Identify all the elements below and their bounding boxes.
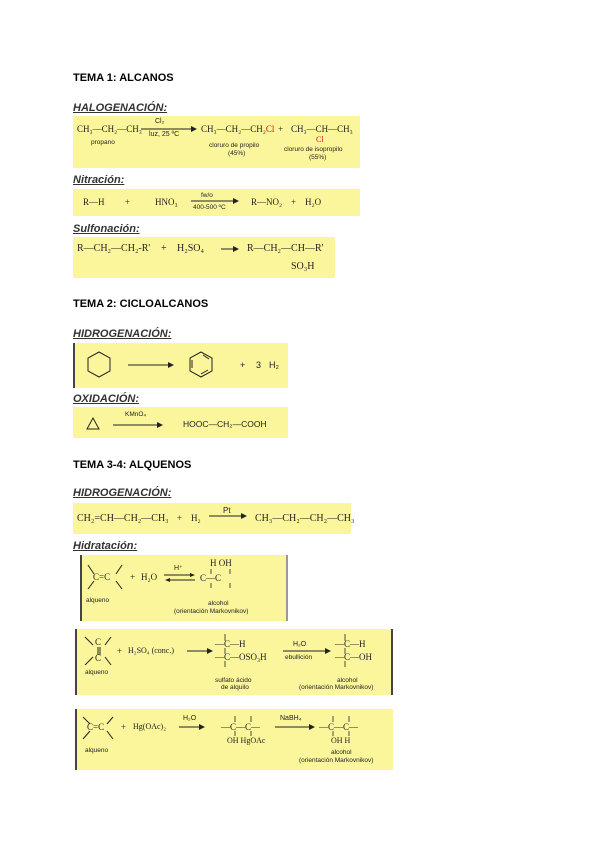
hydration-3-cond1: H₂O (183, 715, 197, 722)
hydration-3-prod-sub: OH H (331, 736, 351, 745)
hydration-2-prod-label2: (orientación Markovnikov) (299, 684, 374, 691)
nitracion-box (73, 189, 360, 216)
isopropyl-chloride-formula: CH₃—CH—CH₃ (291, 124, 353, 134)
butane-formula: CH₃—CH₂—CH₂—CH₃ (255, 513, 355, 524)
hydration-3-cond2: NaBH₄ (280, 715, 302, 722)
isopropyl-chloride-pct: (55%) (309, 154, 327, 161)
nitration-water: H₂O (305, 197, 322, 207)
halogen-conditions: luz, 25 ºC (149, 131, 180, 138)
hydration-3-alkene-label: alqueno (85, 747, 109, 754)
propyl-chloride-chain: CH₃—CH₂—CH₂ (201, 124, 266, 134)
hidrogenacion-cyclo-heading: HIDROGENACIÓN: (73, 328, 172, 340)
hidratacion-heading: Hidratación: (73, 540, 138, 552)
hydration-2-cond-bottom: ebullición (285, 654, 313, 661)
nitration-plus2: + (291, 197, 297, 207)
malonic-acid: HOOC—CH₂—COOH (183, 419, 267, 429)
hydration-2-alkene-c1: C (95, 637, 102, 647)
hydration-3-prod: —C—C— (319, 722, 359, 732)
propyl-chloride-pct: (45%) (228, 150, 246, 157)
propane-name: propano (91, 139, 115, 146)
hydration-3-mid-sub: OH HgOAc (227, 736, 266, 745)
hydration-2-mid-label2: de alquilo (221, 684, 249, 691)
hidrogenacion-alkene-heading: HIDROGENACIÓN: (73, 487, 172, 499)
hydration-3-plus: + (121, 722, 127, 732)
sulfonacion-heading: Sulfonación: (73, 223, 140, 235)
hydration-1-alcohol-label: alcohol (208, 600, 229, 607)
hydration-3-reagent: Hg(OAc)₂ (133, 722, 166, 731)
benzene-ring (190, 352, 212, 377)
hydration-2-prod-top: —C—H (335, 639, 366, 649)
butene-formula: CH₂=CH—CH₂—CH₃ (77, 513, 169, 524)
hydration-2-plus: + (117, 646, 123, 656)
nitration-reactant: R—H (83, 197, 105, 207)
hidrogenacion-cyclo-box (73, 343, 288, 388)
hydrogen-plus: + (240, 360, 246, 370)
isopropyl-chloride-cl: Cl (316, 135, 324, 144)
sulfonation-plus: + (161, 243, 167, 254)
cyclohexane-ring (88, 352, 110, 377)
hydration-1-water: H₂O (141, 572, 158, 582)
hydration-2-mid-top: —C—H (215, 639, 246, 649)
hydration-2-mid-label1: sulfato ácido (215, 677, 252, 684)
nitration-plus1: + (125, 197, 131, 207)
sulfonacion-box (73, 237, 335, 278)
nitration-cond-bottom: 400-500 ºC (193, 204, 226, 211)
sulfonation-reagent: H₂SO₄ (177, 243, 204, 254)
alkene-h2-plus: + (177, 513, 183, 523)
nitration-reagent: HNO₃ (155, 197, 178, 207)
oxidation-reagent: KMnO₄ (125, 411, 147, 418)
hydration-3-mid: —C—C— (221, 722, 261, 732)
hydration-2-prod-label1: alcohol (337, 677, 358, 684)
hydration-2-prod-bottom: —C—OH (335, 652, 373, 662)
hydration-2-cond-top: H₂O (293, 641, 307, 648)
propyl-chloride-formula (201, 124, 274, 134)
hydration-1-prod-top: H OH (210, 558, 232, 568)
hydration-1-markovnikov: (orientación Markovnikov) (174, 608, 249, 615)
propane-formula: CH₃—CH₂—CH₃ (77, 124, 142, 134)
hydration-1-prod-mid: C—C (200, 573, 222, 583)
halogen-plus: + (278, 124, 284, 134)
hydration-1-alkene-label: alqueno (86, 597, 110, 604)
tema2-title: TEMA 2: CICLOALCANOS (73, 298, 209, 310)
nitration-cond-top: fw/o (201, 192, 213, 199)
alkene-h2: H₂ (191, 513, 201, 523)
sulfonation-reactant: R—CH₂—CH₂-R' (77, 243, 151, 254)
propyl-chloride-name: cloruro de propilo (209, 142, 260, 149)
oxidacion-heading: OXIDACIÓN: (73, 393, 139, 405)
hydration-1-alkene: C=C (93, 572, 111, 582)
tema1-title: TEMA 1: ALCANOS (73, 72, 174, 84)
hydration-2-reagent: H₂SO₄ (conc.) (128, 646, 175, 655)
nitracion-heading: Nitración: (73, 174, 125, 186)
hydration-2-alkene-c2: C (95, 653, 102, 663)
hydration-2-mid-bottom: —C—OSO₃H (215, 652, 267, 662)
halogen-reagent: Cl₂ (155, 118, 165, 125)
cyclopropane-ring (87, 418, 99, 429)
hydrogen-coef: 3 (256, 360, 262, 370)
hydration-3-alkene: C=C (87, 722, 105, 732)
hidrogenacion-alkene-box (73, 503, 355, 534)
tema34-title: TEMA 3-4: ALQUENOS (73, 459, 192, 471)
oxidacion-box (73, 407, 288, 438)
hydration-box-1 (80, 555, 288, 621)
hydration-3-prod-label1: alcohol (331, 749, 352, 756)
halogenacion-box (73, 116, 360, 168)
hydration-3-prod-label2: (orientación Markovnikov) (299, 757, 374, 764)
hydrogen-h2: H₂ (269, 360, 279, 370)
hydration-box-2 (75, 629, 393, 695)
propyl-chloride-cl: Cl (265, 124, 275, 134)
halogenacion-heading: HALOGENACIÓN: (73, 102, 168, 114)
hydration-box-3 (75, 709, 393, 770)
pt-catalyst: Pt (223, 506, 231, 515)
isopropyl-chloride-name: cloruro de isopropilo (284, 146, 343, 153)
nitration-product: R—NO₂ (251, 197, 283, 207)
hydration-1-acid: H⁺ (174, 565, 183, 572)
sulfonation-product: R—CH₂—CH—R' (247, 243, 324, 254)
hydration-1-plus: + (130, 572, 136, 582)
hydration-2-alkene-label: alqueno (85, 669, 109, 676)
sulfonation-so3h: SO₃H (291, 261, 315, 272)
